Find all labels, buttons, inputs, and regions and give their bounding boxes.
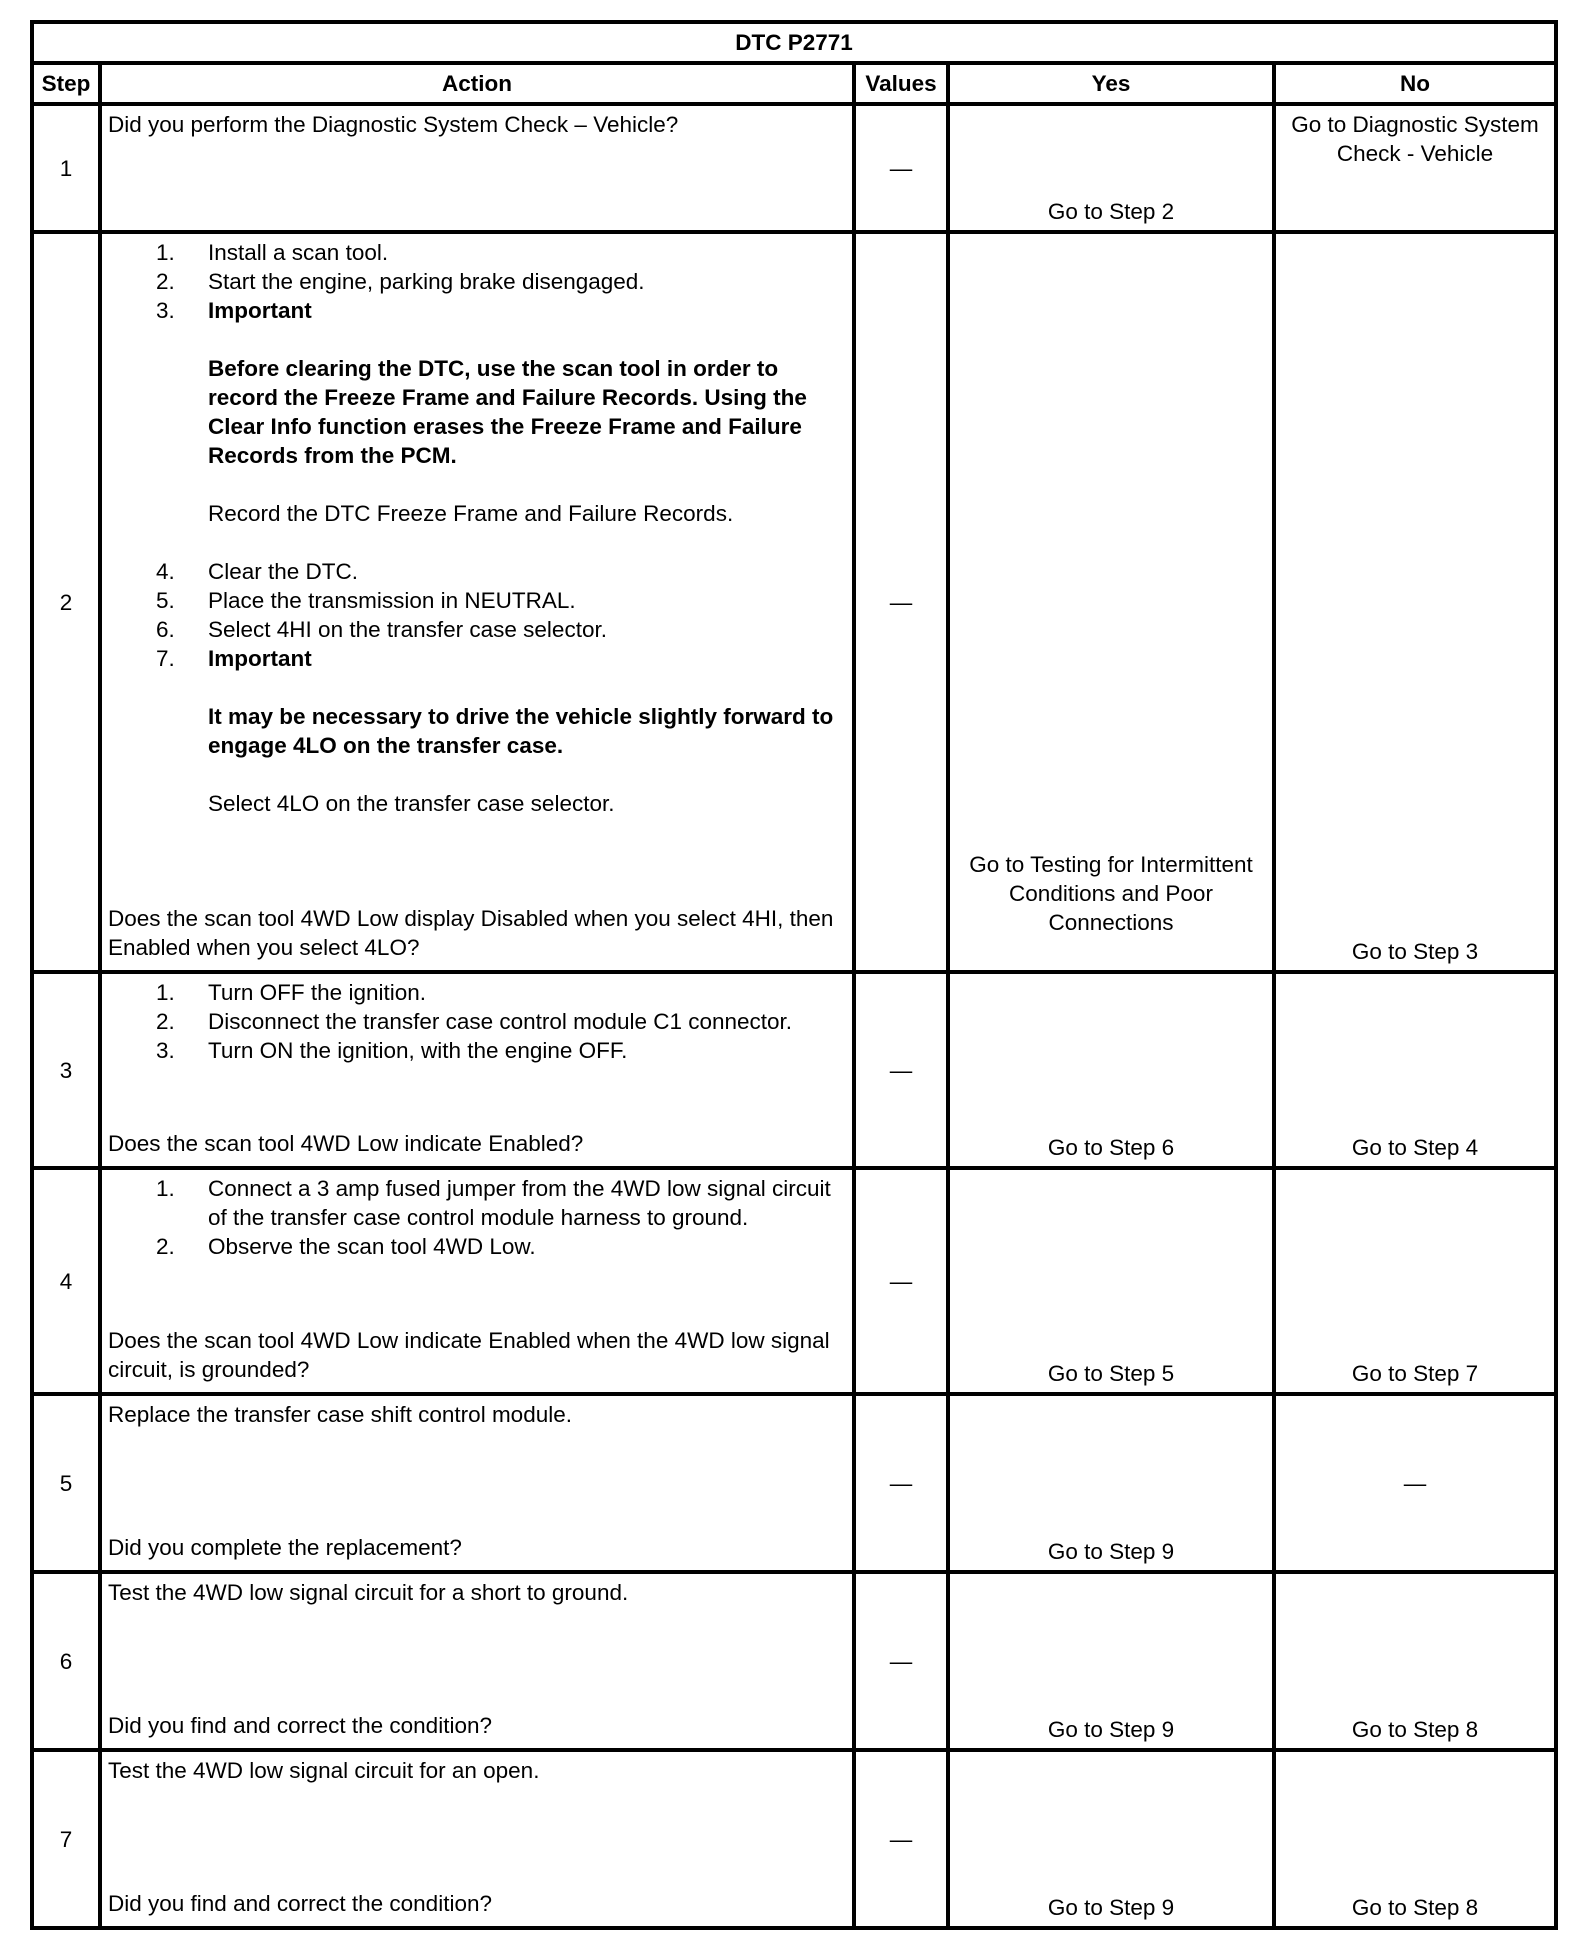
important-note: Before clearing the DTC, use the scan tool in order to record the Freeze Frame and Failure Records. Using the Clear Info function erases the Freeze Frame and Failure Records from the PCM. xyxy=(208,356,807,468)
question-text: Does the scan tool 4WD Low indicate Enabled when the 4WD low signal circuit, is grounded? xyxy=(108,1328,830,1382)
yes-cell xyxy=(948,232,1274,972)
table-row xyxy=(32,1394,1556,1572)
list-item: 1. Turn OFF the ignition. xyxy=(156,980,427,1005)
question-text: Did you complete the replacement? xyxy=(108,1535,462,1560)
list-item: 1. Install a scan tool. xyxy=(156,240,389,265)
step-number: 5 xyxy=(32,1394,100,1572)
action-cell xyxy=(100,104,854,232)
list-item: 2. Disconnect the transfer case control module C1 connector. xyxy=(156,1009,793,1034)
no-cell: Go to Step 4 xyxy=(1274,972,1556,1168)
values-cell: — xyxy=(854,1168,948,1394)
values-cell: — xyxy=(854,104,948,232)
action-text: Test the 4WD low signal circuit for an open. xyxy=(108,1758,540,1783)
question-text: Did you perform the Diagnostic System Check – Vehicle? xyxy=(108,112,679,137)
question-text: Did you find and correct the condition? xyxy=(108,1713,492,1738)
yes-cell: Go to Step 5 xyxy=(948,1168,1274,1394)
no-cell: Go to Diagnostic System Check - Vehicle xyxy=(1274,104,1556,232)
list-item: 3. Important xyxy=(156,298,312,323)
table-row xyxy=(32,1572,1556,1750)
important-note: It may be necessary to drive the vehicle slightly forward to engage 4LO on the transfer case. xyxy=(208,704,834,758)
yes-text: Go to Testing for Intermittent Conditions and Poor Connections xyxy=(969,852,1253,935)
action-cell xyxy=(100,972,854,1168)
no-cell: — xyxy=(1274,1394,1556,1572)
values-cell: — xyxy=(854,1572,948,1750)
values-cell: — xyxy=(854,232,948,972)
list-item: 5. Place the transmission in NEUTRAL. xyxy=(156,588,576,613)
question-text: Does the scan tool 4WD Low display Disabled when you select 4HI, then Enabled when you select 4LO? xyxy=(108,906,834,960)
values-cell: — xyxy=(854,1394,948,1572)
action-cell xyxy=(100,1168,854,1394)
header-yes: Yes xyxy=(948,63,1274,104)
yes-cell: Go to Step 9 xyxy=(948,1750,1274,1928)
note-action: Select 4LO on the transfer case selector. xyxy=(208,791,615,816)
yes-cell: Go to Step 9 xyxy=(948,1572,1274,1750)
table-row xyxy=(32,972,1556,1168)
note-action: Record the DTC Freeze Frame and Failure Records. xyxy=(208,501,734,526)
no-cell: Go to Step 7 xyxy=(1274,1168,1556,1394)
yes-cell: Go to Step 9 xyxy=(948,1394,1274,1572)
header-row xyxy=(32,63,1556,104)
yes-cell: Go to Step 2 xyxy=(948,104,1274,232)
step-number: 3 xyxy=(32,972,100,1168)
table-title: DTC P2771 xyxy=(32,22,1556,63)
list-item: 7. Important xyxy=(156,646,312,671)
list-item: 2. Start the engine, parking brake disengaged. xyxy=(156,269,645,294)
header-action: Action xyxy=(100,63,854,104)
step-list xyxy=(108,1174,844,1261)
table-row xyxy=(32,1750,1556,1928)
action-cell xyxy=(100,1572,854,1750)
list-item: 3. Turn ON the ignition, with the engine OFF. xyxy=(156,1038,628,1063)
table-row xyxy=(32,1168,1556,1394)
header-no: No xyxy=(1274,63,1556,104)
step-list xyxy=(108,238,844,325)
question-text: Did you find and correct the condition? xyxy=(108,1891,492,1916)
step-number: 7 xyxy=(32,1750,100,1928)
step-list xyxy=(108,978,844,1065)
question-text: Does the scan tool 4WD Low indicate Enabled? xyxy=(108,1131,584,1156)
step-number: 2 xyxy=(32,232,100,972)
list-item: 1. Connect a 3 amp fused jumper from the 4WD low signal circuit of the transfer case control module harness to ground. xyxy=(156,1176,831,1230)
list-item: 2. Observe the scan tool 4WD Low. xyxy=(156,1234,536,1259)
table-row xyxy=(32,232,1556,972)
no-cell: Go to Step 8 xyxy=(1274,1750,1556,1928)
no-cell: Go to Step 8 xyxy=(1274,1572,1556,1750)
action-cell xyxy=(100,232,854,972)
diagnostic-table xyxy=(30,20,1558,1930)
action-text: Replace the transfer case shift control module. xyxy=(108,1402,572,1427)
header-values: Values xyxy=(854,63,948,104)
step-list xyxy=(108,557,844,673)
step-number: 4 xyxy=(32,1168,100,1394)
table-row xyxy=(32,104,1556,232)
values-cell: — xyxy=(854,1750,948,1928)
step-number: 6 xyxy=(32,1572,100,1750)
action-cell xyxy=(100,1750,854,1928)
action-text: Test the 4WD low signal circuit for a short to ground. xyxy=(108,1580,629,1605)
action-cell xyxy=(100,1394,854,1572)
yes-cell: Go to Step 6 xyxy=(948,972,1274,1168)
values-cell: — xyxy=(854,972,948,1168)
step-number: 1 xyxy=(32,104,100,232)
list-item: 4. Clear the DTC. xyxy=(156,559,359,584)
no-cell: Go to Step 3 xyxy=(1274,232,1556,972)
list-item: 6. Select 4HI on the transfer case selector. xyxy=(156,617,607,642)
header-step: Step xyxy=(32,63,100,104)
